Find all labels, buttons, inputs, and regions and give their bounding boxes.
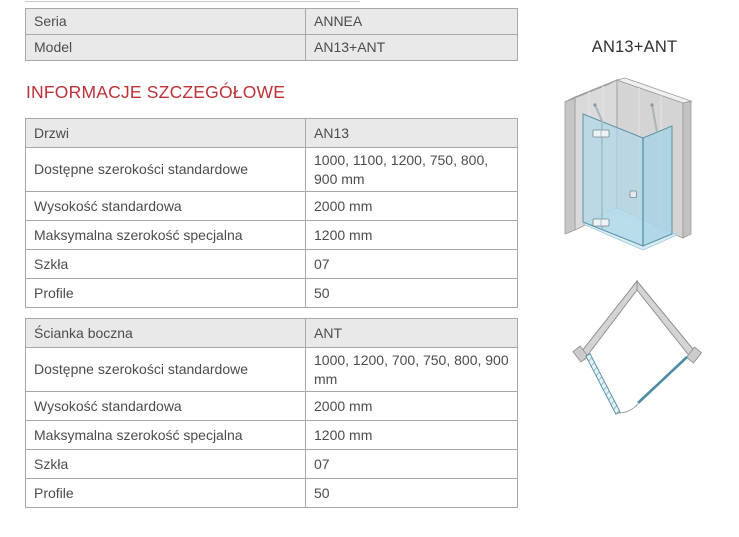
meta-label-cell: Model (26, 35, 306, 61)
spec-header-value: ANT (306, 319, 518, 348)
hinge-top-icon (593, 130, 609, 137)
spec-label-cell: Maksymalna szerokość specjalna (26, 421, 306, 450)
spec-table-door (25, 118, 518, 308)
figure-label: AN13+ANT (591, 38, 678, 56)
cropped-element-edge (25, 1, 360, 2)
table-row (26, 250, 518, 279)
spec-value-cell: 2000 mm (306, 392, 518, 421)
table-row (26, 479, 518, 508)
spec-value-cell: 1200 mm (306, 221, 518, 250)
spec-label-cell: Wysokość standardowa (26, 392, 306, 421)
spec-label-cell: Profile (26, 479, 306, 508)
spec-label-cell: Dostępne szerokości standardowe (26, 348, 306, 392)
meta-value-cell: ANNEA (306, 9, 518, 35)
hinge-bottom-icon (593, 219, 609, 226)
spec-value-cell: 1000, 1200, 700, 750, 800, 900 mm (306, 348, 518, 392)
spec-header-value: AN13 (306, 119, 518, 148)
table-row (26, 9, 518, 35)
glass-side-panel (643, 126, 672, 246)
spec-label-cell: Profile (26, 279, 306, 308)
table-row (26, 35, 518, 61)
table-row (26, 221, 518, 250)
spec-label-cell: Dostępne szerokości standardowe (26, 148, 306, 192)
spec-label-cell: Szkła (26, 250, 306, 279)
spec-value-cell: 2000 mm (306, 192, 518, 221)
door-handle-icon (630, 191, 637, 198)
table-row (26, 348, 518, 392)
spec-table-side (25, 318, 518, 508)
spec-header-label: Ścianka boczna (26, 319, 306, 348)
spec-value-cell: 1200 mm (306, 421, 518, 450)
table-row (26, 392, 518, 421)
door-swing-arc (618, 404, 638, 413)
spec-value-cell: 07 (306, 450, 518, 479)
spec-value-cell: 50 (306, 279, 518, 308)
isometric-enclosure-drawing (552, 58, 717, 263)
table-header-row (26, 119, 518, 148)
top-view-drawing (565, 280, 715, 430)
meta-label-cell: Seria (26, 9, 306, 35)
meta-table (25, 8, 518, 61)
spec-value-cell: 07 (306, 250, 518, 279)
spec-label-cell: Wysokość standardowa (26, 192, 306, 221)
table-row (26, 279, 518, 308)
spec-value-cell: 1000, 1100, 1200, 750, 800, 900 mm (306, 148, 518, 192)
table-row (26, 192, 518, 221)
table-row (26, 450, 518, 479)
open-door-panel (586, 354, 620, 414)
table-row (26, 148, 518, 192)
spec-header-label: Drzwi (26, 119, 306, 148)
meta-value-cell: AN13+ANT (306, 35, 518, 61)
table-header-row (26, 319, 518, 348)
corner-walls-top-view (573, 281, 702, 363)
table-row (26, 421, 518, 450)
section-title: INFORMACJE SZCZEGÓŁOWE (26, 82, 286, 102)
spec-label-cell: Maksymalna szerokość specjalna (26, 221, 306, 250)
spec-label-cell: Szkła (26, 450, 306, 479)
spec-value-cell: 50 (306, 479, 518, 508)
side-panel-line (638, 357, 687, 403)
